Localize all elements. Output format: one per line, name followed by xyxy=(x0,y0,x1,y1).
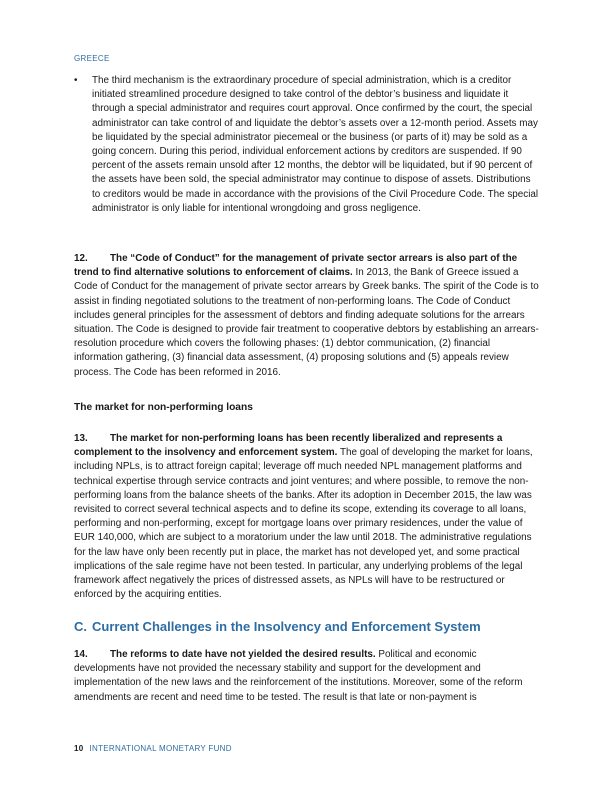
paragraph-body: In 2013, the Bank of Greece issued a Code of Conduct for the management of private sector arrears by Greek banks. The spirit of the Code is to assist in finding negotiated solutions to the treatment of non-performing loans. The Code of Conduct includes general principles for the assessment of debtors and finding adequate solutions for the arrears situation. The Code is designed to provide fair treatment to cooperative debtors by establishing an arrears-resolution procedure which covers the following phases: (1) debtor communication, (2) financial information gathering, (3) financial data assessment, (4) proposing solutions and (5) appeals review process. The Code has been reformed in 2016. xyxy=(74,267,539,378)
bullet-item xyxy=(74,74,540,216)
paragraph-number: 14. xyxy=(74,649,88,660)
subheading: The market for non-performing loans xyxy=(74,402,253,413)
paragraph-12 xyxy=(74,252,540,380)
section-letter: C. xyxy=(74,619,87,634)
section-title: Current Challenges in the Insolvency and Enforcement System xyxy=(92,619,481,634)
paragraph-lead: The market for non-performing loans has been recently liberalized and represents a complement to the insolvency and enforcement system. xyxy=(74,433,503,459)
bullet-icon: • xyxy=(74,75,78,86)
running-head: GREECE xyxy=(74,54,110,63)
page-number: 10 xyxy=(74,744,84,753)
page-footer xyxy=(74,744,232,753)
paragraph-body: Political and economic developments have not provided the necessary stability and support for the development and implementation of the new laws and the reinforcement of the institutions. Moreover, some of the reform amendments are recent and need time to be tested. The result is that late or non-payment is xyxy=(74,649,523,703)
paragraph-14 xyxy=(74,648,540,705)
paragraph-13 xyxy=(74,432,540,602)
paragraph-number: 13. xyxy=(74,433,88,444)
paragraph-number: 12. xyxy=(74,253,88,264)
paragraph-lead: The reforms to date have not yielded the desired results. xyxy=(110,649,376,660)
publisher-name: INTERNATIONAL MONETARY FUND xyxy=(89,744,232,753)
paragraph-lead: The “Code of Conduct” for the management of private sector arrears is also part of the trend to find alternative solutions to enforcement of claims. xyxy=(74,253,518,279)
bullet-text: The third mechanism is the extraordinary procedure of special administration, which is a creditor initiated streamlined procedure designed to take control of the debtor’s business and liquidate it through a special administrator and requires court approval. Once confirmed by the court, the special administrator can take control of and liquidate the debtor’s assets over a 12-month period. Assets may be liquidated by the special administrator piecemeal or the business (or parts of it) may be sold as a going concern. During this period, individual enforcement actions by creditors are suspended. If 90 percent of the assets remain unsold after 12 months, the debtor will be liquidated, but if 90 percent of the assets have been sold, the special administrator may continue to dispose of assets. Distributions to creditors would be made in accordance with the provisions of the Civil Procedure Code. The special administrator is only liable for intentional wrongdoing and gross negligence. xyxy=(92,75,539,214)
section-heading xyxy=(74,619,481,634)
paragraph-body: The goal of developing the market for loans, including NPLs, is to attract foreign capital; leverage off much needed NPL management platforms and technical expertise through service contracts and joint ventures; and where possible, to remove the non-performing loans from the balance sheets of the banks. After its adoption in December 2015, the law was revisited to correct several technical aspects and to define its scope, extending its coverage to all loans, performing and non-performing, except for mortgage loans over primary residences, under the value of EUR 140,000, which are subject to a moratorium under the law until 2018. The administrative regulations for the law have only been recently put in place, the market has not developed yet, and some practical implications of the sale regime have not been tested. In particular, any underlying problems of the legal framework affect negatively the prices of distressed assets, as NPLs will have to be restructured or enforced by the acquiring entities. xyxy=(74,447,533,601)
